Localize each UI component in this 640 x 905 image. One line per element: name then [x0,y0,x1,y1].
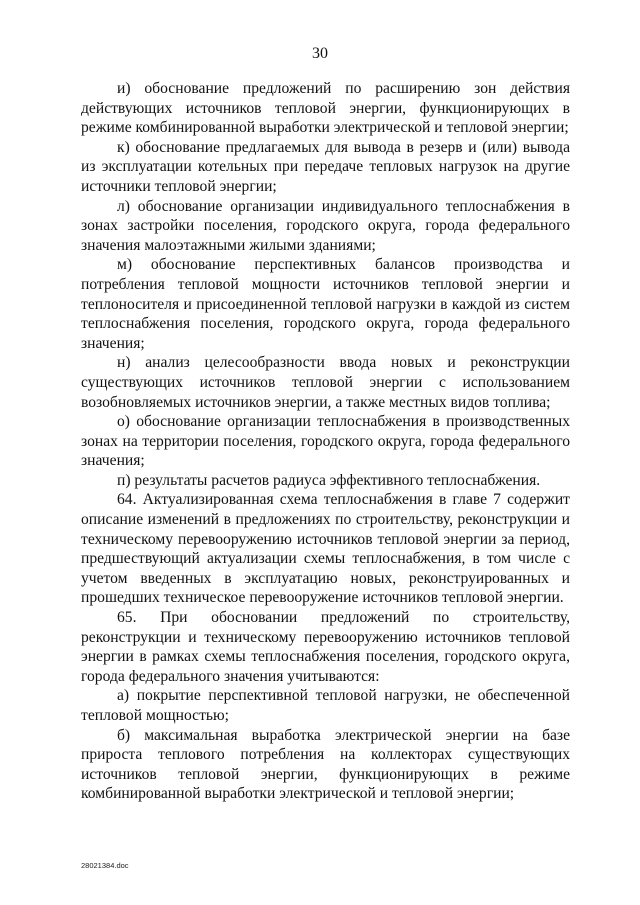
paragraph-a: а) покрытие перспективной тепловой нагрузки, не обеспеченной тепловой мощностью; [81,687,570,724]
paragraph-n: н) анализ целесообразности ввода новых и реконструкции существующих источников тепловой энергии с использованием возобновляемых источников энергии, а также местных видов топлива; [81,354,570,411]
file-name-footer: 28021384.doc [81,861,129,870]
paragraph-65: 65. При обосновании предложений по строительству, реконструкции и техническому перевооружению источников тепловой энергии в рамках схемы теплоснабжения поселения, городского округа, города федерального значения учитываются: [81,609,570,685]
paragraph-k: к) обоснование предлагаемых для вывода в резерв и (или) вывода из эксплуатации котельных при передаче тепловых нагрузок на другие источники тепловой энергии; [81,138,570,195]
paragraph-i: и) обоснование предложений по расширению зон действия действующих источников тепловой энергии, функционирующих в режиме комбинированной выработки электрической и тепловой энергии; [81,80,570,137]
page-number: 30 [312,45,328,62]
paragraph-l: л) обоснование организации индивидуального теплоснабжения в зонах застройки поселения, городского округа, города федерального значения малоэтажными жилыми зданиями; [81,197,570,254]
paragraph-p: п) результаты расчетов радиуса эффективного теплоснабжения. [117,471,541,489]
paragraph-64: 64. Актуализированная схема теплоснабжения в главе 7 содержит описание изменений в предложениях по строительству, реконструкции и техническому перевооружению источников тепловой энергии за период, предшествующий актуализации схемы теплоснабжения, в том числе с учетом введенных в эксплуатацию новых, реконструированных и прошедших техническое перевооружение источников тепловой энергии. [81,491,570,607]
document-body [81,79,570,804]
paragraph-b: б) максимальная выработка электрической энергии на базе прироста теплового потребления на коллекторах существующих источников тепловой энергии, функционирующих в режиме комбинированной выработки электрической и тепловой энергии; [81,726,570,803]
paragraph-o: о) обоснование организации теплоснабжения в производственных зонах на территории поселения, городского округа, города федерального значения; [81,413,570,470]
paragraph-m: м) обоснование перспективных балансов производства и потребления тепловой мощности источников тепловой энергии и теплоносителя и присоединенной тепловой нагрузки в каждой из систем теплоснабжения поселения, городского округа, города федерального значения; [81,256,570,352]
